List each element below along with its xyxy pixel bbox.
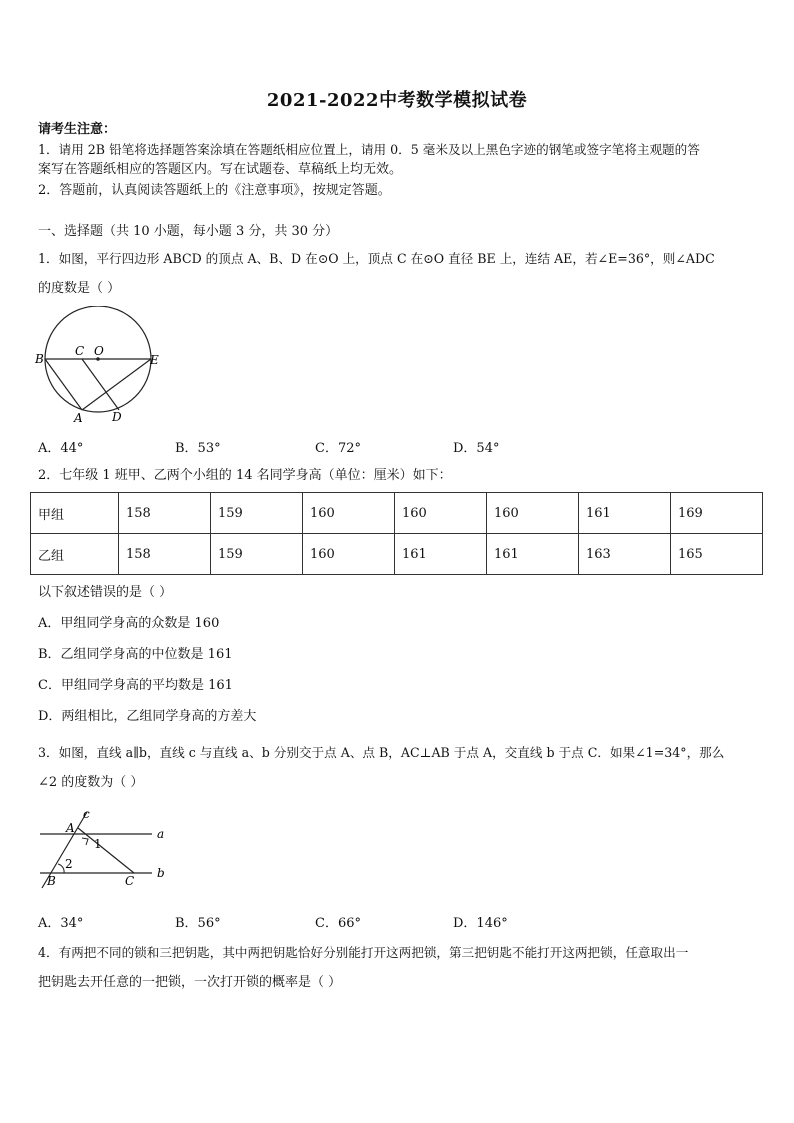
label-o: O	[94, 344, 104, 358]
label-e: E	[150, 353, 159, 367]
label-c-point: C	[125, 874, 135, 888]
label-a-point: A	[66, 821, 75, 835]
segment-cd	[82, 359, 119, 410]
table-cell: 161	[579, 493, 671, 534]
height-table	[30, 492, 763, 575]
table-cell: 158	[119, 534, 211, 575]
table-cell: 160	[303, 534, 395, 575]
label-d: D	[112, 410, 122, 424]
notice-line-1b: 案写在答题纸相应的答题区内。写在试题卷、草稿纸上均无效。	[38, 162, 403, 177]
q3-stem-line-1: 3．如图，直线 a∥b，直线 c 与直线 a、b 分别交于点 A、点 B，AC⊥AB 于点 A，交直线 b 于点 C．如果∠1=34°，那么	[38, 745, 725, 760]
label-angle-2: 2	[65, 857, 73, 871]
q1-option-a: A．44°	[38, 441, 84, 456]
q2-option-d: D．两组相比，乙组同学身高的方差大	[38, 709, 257, 724]
q3-lines-figure	[34, 806, 174, 892]
segment-ba	[45, 359, 82, 410]
table-cell: 169	[671, 493, 763, 534]
row-header: 甲组	[31, 493, 119, 534]
label-b-line: b	[157, 866, 165, 880]
label-a-line: a	[157, 827, 165, 841]
q1-option-d: D．54°	[453, 441, 500, 456]
label-c-line: c	[83, 807, 90, 821]
q1-circle-figure	[30, 306, 170, 426]
q1-stem-line-1: 1．如图，平行四边形 ABCD 的顶点 A、B、D 在⊙O 上，顶点 C 在⊙O 直径 BE 上，连结 AE，若∠E=36°，则∠ADC	[38, 251, 715, 266]
right-angle-mark	[82, 838, 88, 845]
table-cell: 161	[395, 534, 487, 575]
table-cell: 160	[395, 493, 487, 534]
label-b-point: B	[47, 874, 56, 888]
label-b: B	[35, 352, 44, 366]
q3-option-d: D．146°	[453, 916, 508, 931]
q1-option-c: C．72°	[315, 441, 361, 456]
angle-2-arc	[58, 864, 64, 873]
q3-option-a: A．34°	[38, 916, 84, 931]
table-cell: 160	[487, 493, 579, 534]
q1-option-b: B．53°	[175, 441, 221, 456]
q1-stem-line-2: 的度数是（ ）	[38, 281, 121, 296]
q4-stem-line-2: 把钥匙去开任意的一把锁，一次打开锁的概率是（ ）	[38, 975, 342, 990]
table-cell: 159	[211, 493, 303, 534]
q3-stem-line-2: ∠2 的度数为（ ）	[38, 775, 144, 790]
table-cell: 165	[671, 534, 763, 575]
label-a: A	[74, 411, 83, 425]
q2-option-a: A．甲组同学身高的众数是 160	[38, 616, 220, 631]
label-c: C	[75, 344, 85, 358]
segment-ac	[78, 828, 134, 873]
q3-option-b: B．56°	[175, 916, 221, 931]
segment-ae	[82, 359, 151, 410]
table-row	[31, 493, 763, 534]
table-cell: 163	[579, 534, 671, 575]
q2-question: 以下叙述错误的是（ ）	[38, 585, 173, 600]
page-title: 2021-2022中考数学模拟试卷	[266, 90, 528, 111]
table-cell: 158	[119, 493, 211, 534]
q2-option-b: B．乙组同学身高的中位数是 161	[38, 647, 233, 662]
table-cell: 159	[211, 534, 303, 575]
section-heading: 一、选择题（共 10 小题，每小题 3 分，共 30 分）	[38, 224, 339, 239]
notice-heading: 请考生注意：	[38, 122, 117, 137]
table-cell: 160	[303, 493, 395, 534]
q2-stem: 2．七年级 1 班甲、乙两个小组的 14 名同学身高（单位：厘米）如下：	[38, 468, 452, 483]
q2-option-c: C．甲组同学身高的平均数是 161	[38, 678, 233, 693]
q3-option-c: C．66°	[315, 916, 361, 931]
table-row	[31, 534, 763, 575]
table-cell: 161	[487, 534, 579, 575]
notice-line-2: 2．答题前，认真阅读答题纸上的《注意事项》，按规定答题。	[38, 183, 391, 198]
row-header: 乙组	[31, 534, 119, 575]
notice-line-1a: 1．请用 2B 铅笔将选择题答案涂填在答题纸相应位置上，请用 0．5 毫米及以上黑色字迹的钢笔或签字笔将主观题的答	[38, 142, 700, 157]
label-angle-1: 1	[94, 837, 102, 851]
q4-stem-line-1: 4．有两把不同的锁和三把钥匙，其中两把钥匙恰好分别能打开这两把锁，第三把钥匙不能打开这两把锁，任意取出一	[38, 945, 689, 960]
